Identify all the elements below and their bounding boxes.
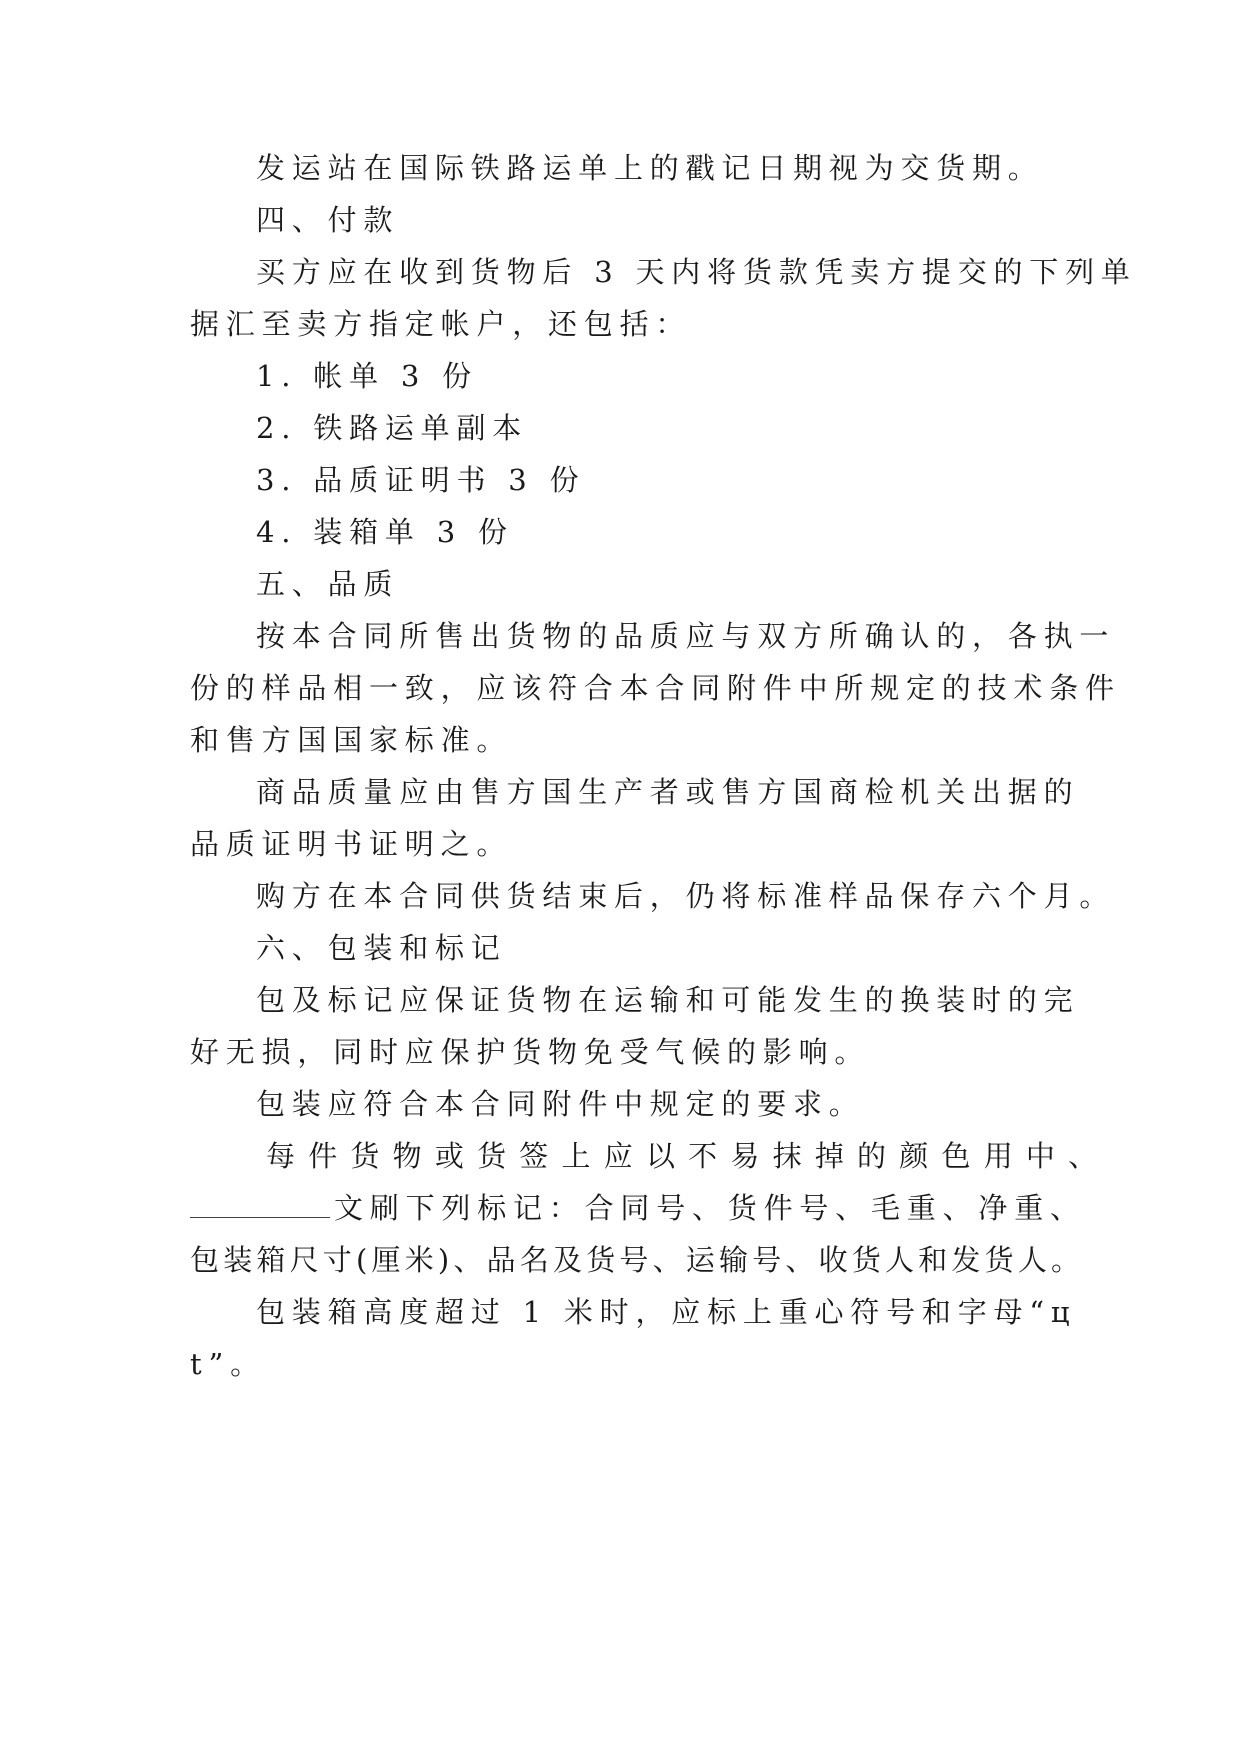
paragraph-line-sample-retention: 购方在本合同供货结束后，仍将标准样品保存六个月。 bbox=[256, 879, 1116, 913]
blank-fill-line bbox=[190, 1193, 330, 1218]
section-heading-packing: 六、包装和标记 bbox=[256, 931, 507, 965]
paragraph-line-packing-1: 包及标记应保证货物在运输和可能发生的换装时的完 bbox=[256, 983, 1080, 1017]
paragraph-line-quality-5: 品质证明书证明之。 bbox=[190, 827, 513, 861]
paragraph-line-center-of-gravity-1: 包装箱高度超过 1 米时，应标上重心符号和字母“ц bbox=[256, 1295, 1077, 1329]
list-item-packing-list: 4. 装箱单 3 份 bbox=[256, 515, 514, 549]
paragraph-line-quality-4: 商品质量应由售方国生产者或售方国商检机关出据的 bbox=[256, 775, 1080, 809]
section-heading-payment: 四、付款 bbox=[256, 203, 400, 237]
paragraph-line-quality-1: 按本合同所售出货物的品质应与双方所确认的，各执一 bbox=[256, 619, 1116, 653]
paragraph-line-packing-2: 好无损，同时应保护货物免受气候的影响。 bbox=[190, 1035, 871, 1069]
paragraph-line-quality-2: 份的样品相一致，应该符合本合同附件中所规定的技术条件 bbox=[190, 671, 1121, 705]
paragraph-line-packing-3: 包装应符合本合同附件中规定的要求。 bbox=[256, 1087, 865, 1121]
list-item-invoice: 1. 帐单 3 份 bbox=[256, 359, 478, 393]
paragraph-line-marking-2 bbox=[190, 1186, 1086, 1230]
section-heading-quality: 五、品质 bbox=[256, 567, 400, 601]
paragraph-line-quality-3: 和售方国国家标准。 bbox=[190, 723, 513, 757]
paragraph-line-payment-1: 买方应在收到货物后 3 天内将货款凭卖方提交的下列单 bbox=[256, 255, 1137, 289]
paragraph-line-payment-2: 据汇至卖方指定帐户，还包括： bbox=[190, 307, 692, 341]
paragraph-line-marking-1: 每 件 货 物 或 货 签 上 应 以 不 易 抹 掉 的 颜 色 用 中 、 bbox=[266, 1139, 1100, 1173]
paragraph-line-marking-3: 包装箱尺寸(厘米)、品名及货号、运输号、收货人和发货人。 bbox=[190, 1243, 1085, 1277]
paragraph-line-delivery-date: 发运站在国际铁路运单上的戳记日期视为交货期。 bbox=[256, 151, 1044, 185]
paragraph-line-center-of-gravity-2: t”。 bbox=[190, 1347, 266, 1381]
list-item-railway-bill: 2. 铁路运单副本 bbox=[256, 411, 529, 445]
marking-text: 文刷下列标记：合同号、货件号、毛重、净重、 bbox=[334, 1191, 1086, 1225]
list-item-quality-certificate: 3. 品质证明书 3 份 bbox=[256, 463, 586, 497]
